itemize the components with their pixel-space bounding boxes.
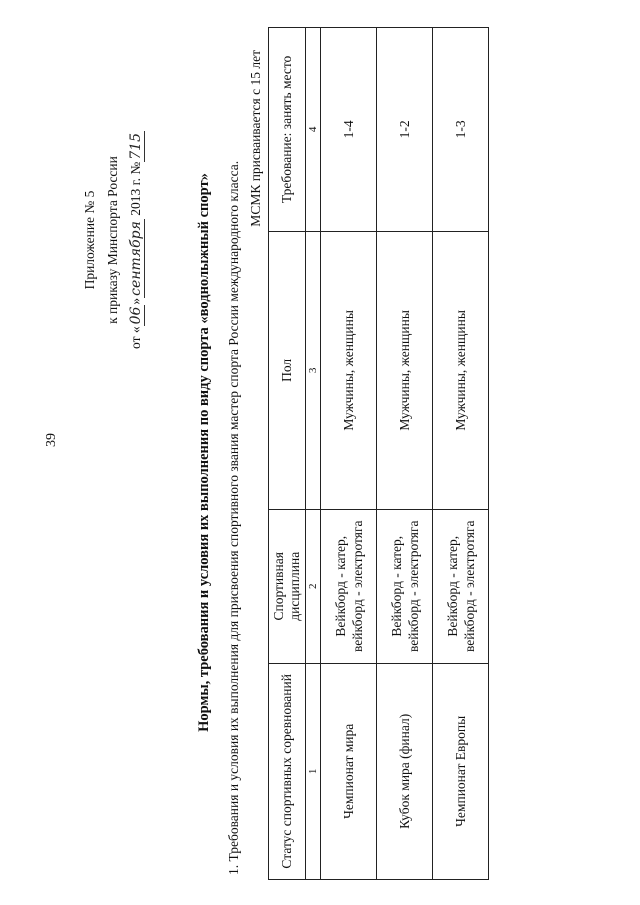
- discipline-line: Вейкборд - катер,: [332, 535, 348, 637]
- discipline-cell: [377, 509, 433, 663]
- status-cell: Чемпионат Европы: [433, 663, 489, 879]
- discipline-cell: [433, 509, 489, 663]
- place-cell: 1-3: [433, 28, 489, 232]
- column-number-row: [306, 28, 321, 880]
- page-number: 39: [44, 433, 59, 447]
- discipline-line: Вейкборд - катер,: [388, 535, 404, 637]
- date-year: 2013 г.: [128, 178, 143, 216]
- document-title: Нормы, требования и условия их выполнения по виду спорта «воднолыжный спорт»: [196, 173, 212, 732]
- column-header: Пол: [269, 231, 306, 509]
- discipline-line: Вейкборд - катер,: [444, 535, 460, 637]
- column-number: 3: [306, 231, 321, 509]
- column-header: Требование: занять место: [269, 28, 306, 232]
- appendix-header: [78, 20, 147, 460]
- status-cell: Кубок мира (финал): [377, 663, 433, 879]
- age-note: МСМК присваивается с 15 лет: [248, 50, 263, 227]
- sex-cell: Мужчины, женщины: [321, 231, 377, 509]
- order-number-handwritten: 715: [128, 133, 144, 160]
- column-header: Статус спортивных соревнований: [269, 663, 306, 879]
- date-month-handwritten: сентября: [128, 221, 144, 296]
- discipline-line: вейкборд - электротяга: [405, 520, 421, 653]
- order-number-label: №: [128, 161, 143, 175]
- column-header: Спортивная дисциплина: [269, 509, 306, 663]
- column-number: 4: [306, 28, 321, 232]
- table-row: [377, 28, 433, 880]
- sex-cell: Мужчины, женщины: [377, 231, 433, 509]
- appendix-date-line: от «06»сентября 2013 г. №715: [128, 133, 144, 349]
- appendix-order-ref: к приказу Минспорта России: [105, 156, 120, 324]
- place-cell: 1-2: [377, 28, 433, 232]
- column-number: 1: [306, 663, 321, 879]
- status-cell: Чемпионат мира: [321, 663, 377, 879]
- norms-table: [268, 27, 489, 880]
- table-row: [433, 28, 489, 880]
- section-intro: 1. Требования и условия их выполнения для присвоения спортивного звания мастер спорта России международного класса.: [226, 160, 241, 875]
- table-header-row: [269, 28, 306, 880]
- place-cell: 1-4: [321, 28, 377, 232]
- column-number: 2: [306, 509, 321, 663]
- discipline-line: вейкборд - электротяга: [349, 520, 365, 653]
- date-prefix: от: [128, 336, 143, 349]
- discipline-cell: [321, 509, 377, 663]
- appendix-title: Приложение № 5: [82, 190, 97, 290]
- date-day-handwritten: 06: [128, 306, 144, 325]
- table-row: [321, 28, 377, 880]
- sex-cell: Мужчины, женщины: [433, 231, 489, 509]
- discipline-line: вейкборд - электротяга: [461, 520, 477, 653]
